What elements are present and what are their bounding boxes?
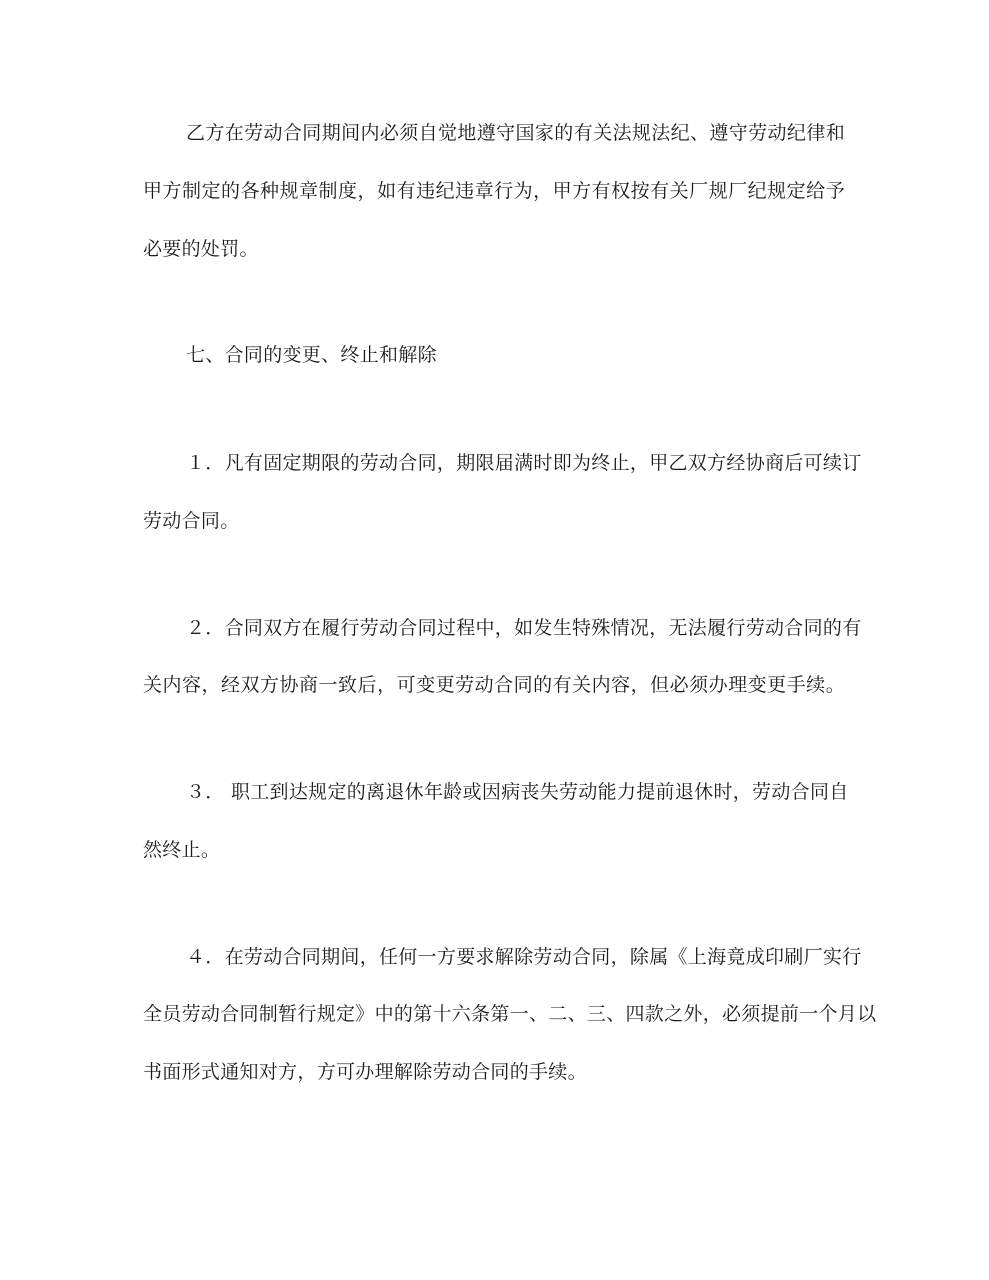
paragraph-line: 甲方制定的各种规章制度，如有违纪违章行为，甲方有权按有关厂规厂纪规定给予: [143, 180, 845, 202]
paragraph-line: 全员劳动合同制暂行规定》中的第十六条第一、二、三、四款之外，必须提前一个月以: [143, 1003, 877, 1025]
paragraph-line: 然终止。: [143, 839, 221, 861]
paragraph-line: ３． 职工到达规定的离退休年龄或因病丧失劳动能力提前退休时，劳动合同自: [186, 781, 849, 803]
paragraph-line: １．凡有固定期限的劳动合同，期限届满时即为终止，甲乙双方经协商后可续订: [186, 452, 862, 474]
paragraph-line: 劳动合同。: [143, 510, 240, 532]
paragraph-line: ４．在劳动合同期间，任何一方要求解除劳动合同，除属《上海竟成印刷厂实行: [186, 946, 862, 968]
paragraph-line: 乙方在劳动合同期间内必须自觉地遵守国家的有关法规法纪、遵守劳动纪律和: [186, 122, 845, 144]
paragraph-line: 书面形式通知对方，方可办理解除劳动合同的手续。: [143, 1061, 587, 1083]
section-title: 七、合同的变更、终止和解除: [186, 344, 437, 366]
paragraph-line: 必要的处罚。: [143, 238, 259, 260]
paragraph-line: ２．合同双方在履行劳动合同过程中，如发生特殊情况，无法履行劳动合同的有: [186, 617, 862, 639]
paragraph-line: 关内容，经双方协商一致后，可变更劳动合同的有关内容，但必须办理变更手续。: [143, 674, 845, 696]
